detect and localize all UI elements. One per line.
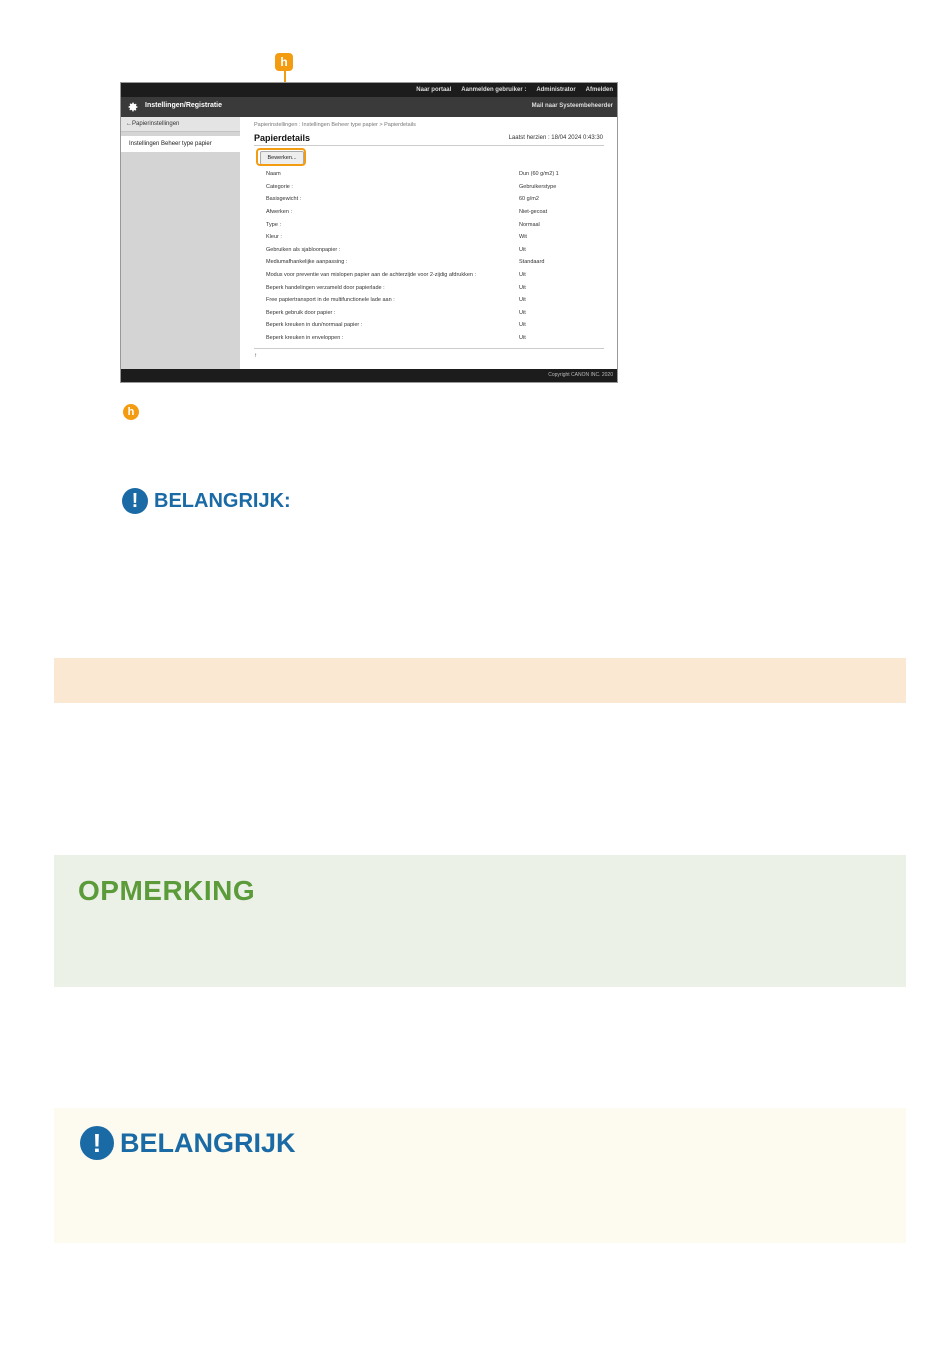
important-label: BELANGRIJK — [120, 1127, 296, 1158]
info-band — [54, 658, 906, 703]
page-title: Papierdetails — [254, 133, 311, 143]
breadcrumb: Papierinstellingen : Instellingen Beheer type papier > Papierdetails — [254, 122, 416, 128]
detail-value: Uit — [519, 335, 526, 342]
detail-row — [266, 181, 606, 194]
details-list — [266, 168, 606, 344]
detail-row — [266, 168, 606, 181]
important-heading-small — [122, 488, 291, 514]
detail-key: Beperk kreuken in dun/normaal papier : — [266, 322, 363, 329]
app-title: Instellingen/Registratie — [145, 102, 223, 109]
detail-key: Mediumafhankelijke aanpassing : — [266, 259, 348, 266]
detail-key: Afwerken : — [266, 209, 292, 216]
detail-row — [266, 231, 606, 244]
copyright: Copyright CANON INC. 2020 — [548, 372, 613, 378]
note-box — [54, 855, 906, 987]
ui-screenshot — [121, 83, 617, 382]
important-heading-large — [80, 1126, 296, 1160]
detail-row — [266, 307, 606, 320]
detail-key: Modus voor preventie van mislopen papier aan de achterzijde voor 2-zijdig afdrukken : — [266, 272, 477, 279]
divider — [254, 145, 604, 146]
note-heading: OPMERKING — [78, 875, 256, 906]
detail-value: Wit — [519, 234, 527, 241]
gear-icon — [127, 101, 139, 113]
login-user-label: Aanmelden gebruiker : — [461, 87, 527, 93]
detail-value: Uit — [519, 284, 526, 291]
detail-row — [266, 319, 606, 332]
logout-link[interactable]: Afmelden — [585, 87, 613, 93]
mail-admin-link[interactable]: Mail naar Systeembeheerder — [531, 103, 613, 109]
detail-row — [266, 244, 606, 257]
detail-key: Naam — [266, 171, 281, 178]
detail-value: Niet-gecoat — [519, 209, 548, 216]
detail-key: Beperk kreuken in enveloppen : — [266, 335, 344, 342]
detail-key: Type : — [266, 221, 281, 228]
top-bar — [121, 83, 617, 97]
user-name: Administrator — [536, 87, 576, 93]
detail-row — [266, 193, 606, 206]
detail-row — [266, 269, 606, 282]
detail-row — [266, 281, 606, 294]
last-updated: Laatst herzien : 18/04 2024 0:43:30 — [508, 135, 603, 141]
to-top-link[interactable]: ↑ — [254, 353, 257, 359]
detail-row — [266, 256, 606, 269]
sidebar-item-paper-type[interactable]: Instellingen Beheer type papier — [121, 136, 240, 152]
header-bar — [121, 97, 617, 117]
detail-row — [266, 332, 606, 345]
exclamation-icon: ! — [122, 488, 148, 514]
sidebar — [121, 117, 240, 369]
detail-value: Uit — [519, 309, 526, 316]
detail-value: Dun (60 g/m2) 1 — [519, 171, 559, 178]
detail-row — [266, 294, 606, 307]
detail-value: Standaard — [519, 259, 545, 266]
detail-value: Uit — [519, 322, 526, 329]
detail-value: Uit — [519, 272, 526, 279]
footer-bar — [121, 369, 617, 382]
detail-key: Categorie : — [266, 183, 293, 190]
detail-key: Basisgewicht : — [266, 196, 302, 203]
detail-value: Normaal — [519, 221, 540, 228]
detail-key: Beperk gebruik door papier : — [266, 309, 336, 316]
exclamation-icon: ! — [80, 1126, 114, 1160]
portal-link[interactable]: Naar portaal — [416, 87, 452, 93]
edit-button-highlight — [256, 148, 306, 166]
detail-key: Beperk handelingen verzameld door papierlade : — [266, 284, 385, 291]
callout-marker: h — [275, 53, 293, 71]
step-marker-h: h — [123, 404, 139, 420]
edit-button[interactable]: Bewerken... — [260, 151, 304, 165]
detail-key: Free papiertransport in de multifunctionele lade aan : — [266, 297, 395, 304]
detail-value: Uit — [519, 297, 526, 304]
important-box — [54, 1108, 906, 1243]
detail-value: Gebruikerstype — [519, 183, 557, 190]
main-content — [240, 117, 617, 369]
detail-value: Uit — [519, 246, 526, 253]
sidebar-back-link[interactable]: ←Papierinstellingen — [121, 117, 240, 132]
detail-key: Kleur : — [266, 234, 282, 241]
detail-row — [266, 218, 606, 231]
detail-row — [266, 206, 606, 219]
detail-value: 60 g/m2 — [519, 196, 539, 203]
detail-key: Gebruiken als sjabloonpapier : — [266, 246, 341, 253]
divider — [254, 348, 604, 349]
important-label: BELANGRIJK: — [154, 489, 291, 512]
